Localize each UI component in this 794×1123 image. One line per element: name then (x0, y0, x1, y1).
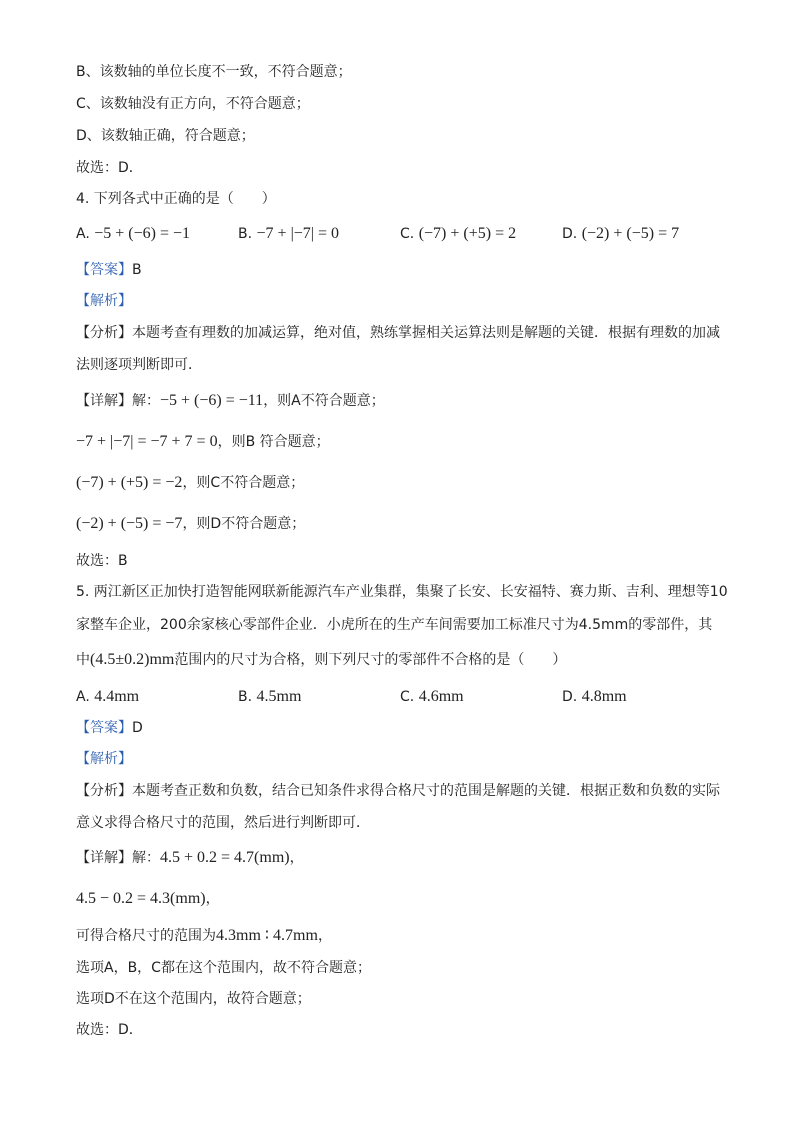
q4-detail-line-3 (76, 473, 304, 493)
q5-option-b (238, 687, 301, 707)
option-letter: D. (562, 689, 578, 705)
detail-expression: 4.5 + 0.2 = 4.7(mm) (160, 849, 290, 866)
fenxi-tag: 【分析】 (76, 783, 132, 799)
q5-detail-line-1 (76, 848, 304, 868)
q4-fenxi-line-1 (76, 323, 720, 343)
option-letter: D. (562, 226, 578, 242)
detail-expression: (−2) + (−5) = −7 (76, 515, 183, 532)
detail-prefix: 解： (132, 393, 160, 409)
option-c-explanation: C、该数轴没有正方向，不符合题意； (76, 96, 310, 112)
option-expression: 4.8mm (581, 688, 627, 705)
q4-detail-line-1 (76, 391, 385, 411)
detail-expression: (−7) + (+5) = −2 (76, 474, 183, 491)
q5-stem-line-3 (76, 650, 566, 670)
detail-tag: 【详解】 (76, 393, 132, 409)
detail-text: ，则D不符合题意； (182, 516, 306, 532)
detail-expression: −5 + (−6) = −11 (160, 392, 264, 409)
range-expression: 4.3mm ∶ 4.7mm (216, 927, 318, 944)
option-letter: A. (76, 226, 90, 242)
option-letter: B. (238, 689, 253, 705)
q4-choice-line: 故选：B (76, 553, 128, 569)
option-letter: B. (238, 226, 253, 242)
q5-detail-line-2 (76, 889, 220, 909)
q5-option-a (76, 687, 139, 707)
q5-option-d (562, 687, 627, 707)
choice-line: 故选：D． (76, 160, 143, 176)
option-expression: 4.4mm (94, 688, 140, 705)
q4-detail-line-2 (76, 432, 330, 452)
q5-stem-line-2: 家整车企业，200余家核心零部件企业．小虎所在的生产车间需要加工标准尺寸为4.5mm的零部件，其 (76, 617, 713, 633)
option-expression: 4.6mm (418, 688, 464, 705)
q4-fenxi-line-2: 法则逐项判断即可． (76, 357, 202, 373)
fenxi-text: 本题考查正数和负数，结合已知条件求得合格尺寸的范围是解题的关键．根据正数和负数的实际 (132, 783, 720, 799)
option-expression: (−2) + (−5) = 7 (581, 225, 680, 242)
stem-text: 范围内的尺寸为合格，则下列尺寸的零部件不合格的是（ ） (174, 652, 567, 668)
q4-option-c (400, 224, 516, 244)
detail-text: ， (289, 850, 304, 866)
q5-option-c (400, 687, 464, 707)
q5-fenxi-line-2: 意义求得合格尺寸的范围，然后进行判断即可． (76, 815, 370, 831)
detail-expression: 4.5 − 0.2 = 4.3(mm) (76, 890, 206, 907)
q4-stem: 4. 下列各式中正确的是（ ） (76, 191, 276, 207)
q5-analysis-tag: 【解析】 (76, 751, 132, 767)
option-letter: A. (76, 689, 90, 705)
option-expression: 4.5mm (256, 688, 302, 705)
option-letter: C. (400, 689, 415, 705)
q5-stem-line-1: 5. 两江新区正加快打造智能网联新能源汽车产业集群，集聚了长安、长安福特、赛力斯、吉利、理想等10 (76, 584, 728, 600)
detail-expression: −7 + |−7| = −7 + 7 = 0 (76, 433, 218, 450)
option-expression: −5 + (−6) = −1 (94, 225, 191, 242)
fenxi-tag: 【分析】 (76, 325, 132, 341)
answer-tag: 【答案】 (76, 262, 132, 278)
answer-tag: 【答案】 (76, 720, 132, 736)
option-letter: C. (400, 226, 415, 242)
q4-option-b (238, 224, 339, 244)
q4-option-d (562, 224, 679, 244)
q4-option-a (76, 224, 190, 244)
detail-text: ，则B 符合题意； (217, 434, 330, 450)
q5-option-d-line: 选项D不在这个范围内，故符合题意； (76, 991, 311, 1007)
option-expression: −7 + |−7| = 0 (256, 225, 340, 242)
q4-analysis-tag: 【解析】 (76, 293, 132, 309)
q5-options-abc-line: 选项A，B，C都在这个范围内，故不符合题意； (76, 960, 371, 976)
detail-text: ，则C不符合题意； (182, 475, 305, 491)
detail-prefix: 解： (132, 850, 160, 866)
answer-value: D (132, 720, 143, 736)
range-suffix: ， (317, 928, 332, 944)
option-expression: (−7) + (+5) = 2 (418, 225, 517, 242)
q5-range-line (76, 926, 332, 946)
q5-fenxi-line-1 (76, 781, 720, 801)
fenxi-text: 本题考查有理数的加减运算，绝对值，熟练掌握相关运算法则是解题的关键．根据有理数的加减 (132, 325, 720, 341)
detail-text: ，则A不符合题意； (263, 393, 385, 409)
q4-answer (76, 260, 142, 280)
q4-detail-line-4 (76, 514, 305, 534)
stem-expression: (4.5±0.2)mm (90, 651, 175, 668)
q5-answer (76, 718, 143, 738)
detail-text: ， (205, 891, 220, 907)
q5-choice-line: 故选：D． (76, 1022, 143, 1038)
option-b-explanation: B、该数轴的单位长度不一致，不符合题意； (76, 64, 352, 80)
option-d-explanation: D、该数轴正确，符合题意； (76, 128, 255, 144)
stem-prefix: 中 (76, 652, 90, 668)
detail-tag: 【详解】 (76, 850, 132, 866)
answer-value: B (132, 262, 142, 278)
range-prefix: 可得合格尺寸的范围为 (76, 928, 216, 944)
